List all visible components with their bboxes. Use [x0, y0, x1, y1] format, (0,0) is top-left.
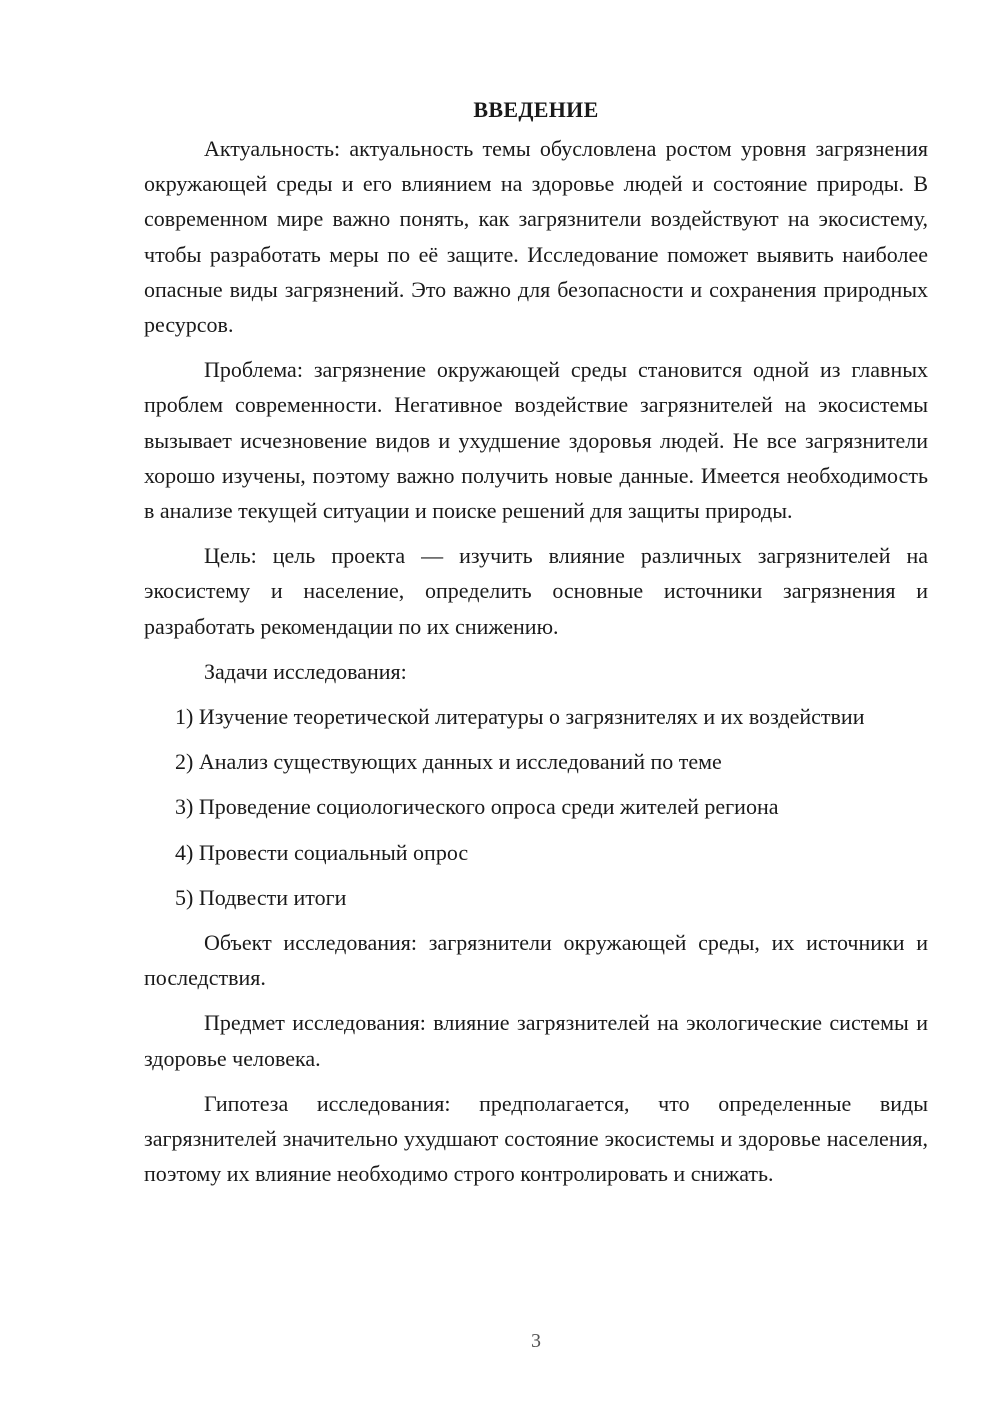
- task-item-3: 3) Проведение социологического опроса среди жителей региона: [175, 794, 779, 820]
- paragraph-problem: Проблема: загрязнение окружающей среды становится одной из главных проблем современности. Негативное воздействие загрязнителей на экосистемы вызывает исчезновение видов и ухудшение здоровья людей. Не все загрязнители хорошо изучены, поэтому важно получить новые данные. Имеется необходимость в анализе текущей ситуации и поиске решений для защиты природы.: [144, 357, 928, 524]
- paragraph-hypothesis: Гипотеза исследования: предполагается, что определенные виды загрязнителей значительно ухудшают состояние экосистемы и здоровье населения, поэтому их влияние необходимо строго контролировать и снижать.: [144, 1090, 928, 1187]
- document-page: [144, 92, 928, 1201]
- paragraph-object: Объект исследования: загрязнители окружающей среды, их источники и последствия.: [144, 930, 928, 991]
- paragraph-goal: Цель: цель проекта — изучить влияние различных загрязнителей на экосистему и население, определить основные источники загрязнения и разработать рекомендации по их снижению.: [144, 543, 928, 639]
- task-item-2: 2) Анализ существующих данных и исследований по теме: [175, 749, 722, 775]
- task-item-4: 4) Провести социальный опрос: [175, 839, 469, 865]
- paragraph-tasks-title: Задачи исследования:: [204, 658, 407, 684]
- section-heading: ВВЕДЕНИЕ: [473, 97, 599, 122]
- paragraph-subject: Предмет исследования: влияние загрязнителей на экологические системы и здоровье человека.: [144, 1010, 928, 1071]
- page-number: 3: [531, 1330, 541, 1352]
- task-item-5: 5) Подвести итоги: [175, 884, 347, 910]
- paragraph-relevance: Актуальность: актуальность темы обусловлена ростом уровня загрязнения окружающей среды и его влиянием на здоровье людей и состояние природы. В современном мире важно понять, как загрязнители воздействуют на экосистему, чтобы разработать меры по её защите. Исследование поможет выявить наиболее опасные виды загрязнений. Это важно для безопасности и сохранения природных ресурсов.: [144, 136, 928, 338]
- task-item-1: 1) Изучение теоретической литературы о загрязнителях и их воздействии: [175, 704, 865, 730]
